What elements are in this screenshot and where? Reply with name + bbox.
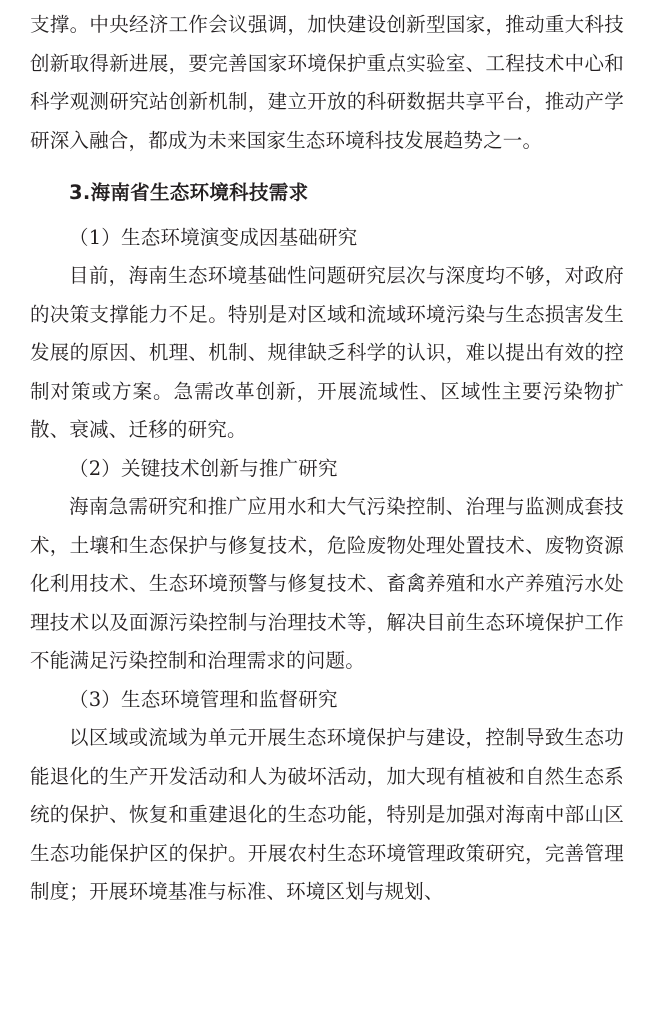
section-spacer (30, 160, 624, 174)
subsection-2-body: 海南急需研究和推广应用水和大气污染控制、治理与监测成套技术，土壤和生态保护与修复技术，危险废物处理处置技术、废物资源化利用技术、生态环境预警与修复技术、畜禽养殖和水产养殖污水处理技术以及面源污染控制与治理技术等，解决目前生态环境保护工作不能满足污染控制和治理需求的问题。 (30, 495, 624, 672)
subsection-2-title: （2）关键技术创新与推广研究 (69, 456, 338, 480)
subsection-3-body: 以区域或流域为单元开展生态环境保护与建设，控制导致生态功能退化的生产开发活动和人为破坏活动，加大现有植被和自然生态系统的保护、恢复和重建退化的生态功能，特别是加强对海南中部山区生态功能保护区的保护。开展农村生态环境管理政策研究，完善管理制度；开展环境基准与标准、环境区划与规划、 (30, 726, 624, 903)
section-heading-3: 3.海南省生态环境科技需求 (69, 181, 309, 204)
subsection-1-body: 目前，海南生态环境基础性问题研究层次与深度均不够，对政府的决策支撑能力不足。特别是对区域和流域环境污染与生态损害发生发展的原因、机理、机制、规律缺乏科学的认识，难以提出有效的控制对策或方案。急需改革创新，开展流域性、区域性主要污染物扩散、衰减、迁移的研究。 (30, 264, 624, 441)
subsection-3-title: （3）生态环境管理和监督研究 (69, 687, 338, 711)
subsection-1-title: （1）生态环境演变成因基础研究 (69, 225, 358, 249)
paragraph-continued-top: 支撑。中央经济工作会议强调，加快建设创新型国家，推动重大科技创新取得新进展，要完善国家环境保护重点实验室、工程技术中心和科学观测研究站创新机制，建立开放的科研数据共享平台，推动产学研深入融合，都成为未来国家生态环境科技发展趋势之一。 (30, 13, 624, 152)
